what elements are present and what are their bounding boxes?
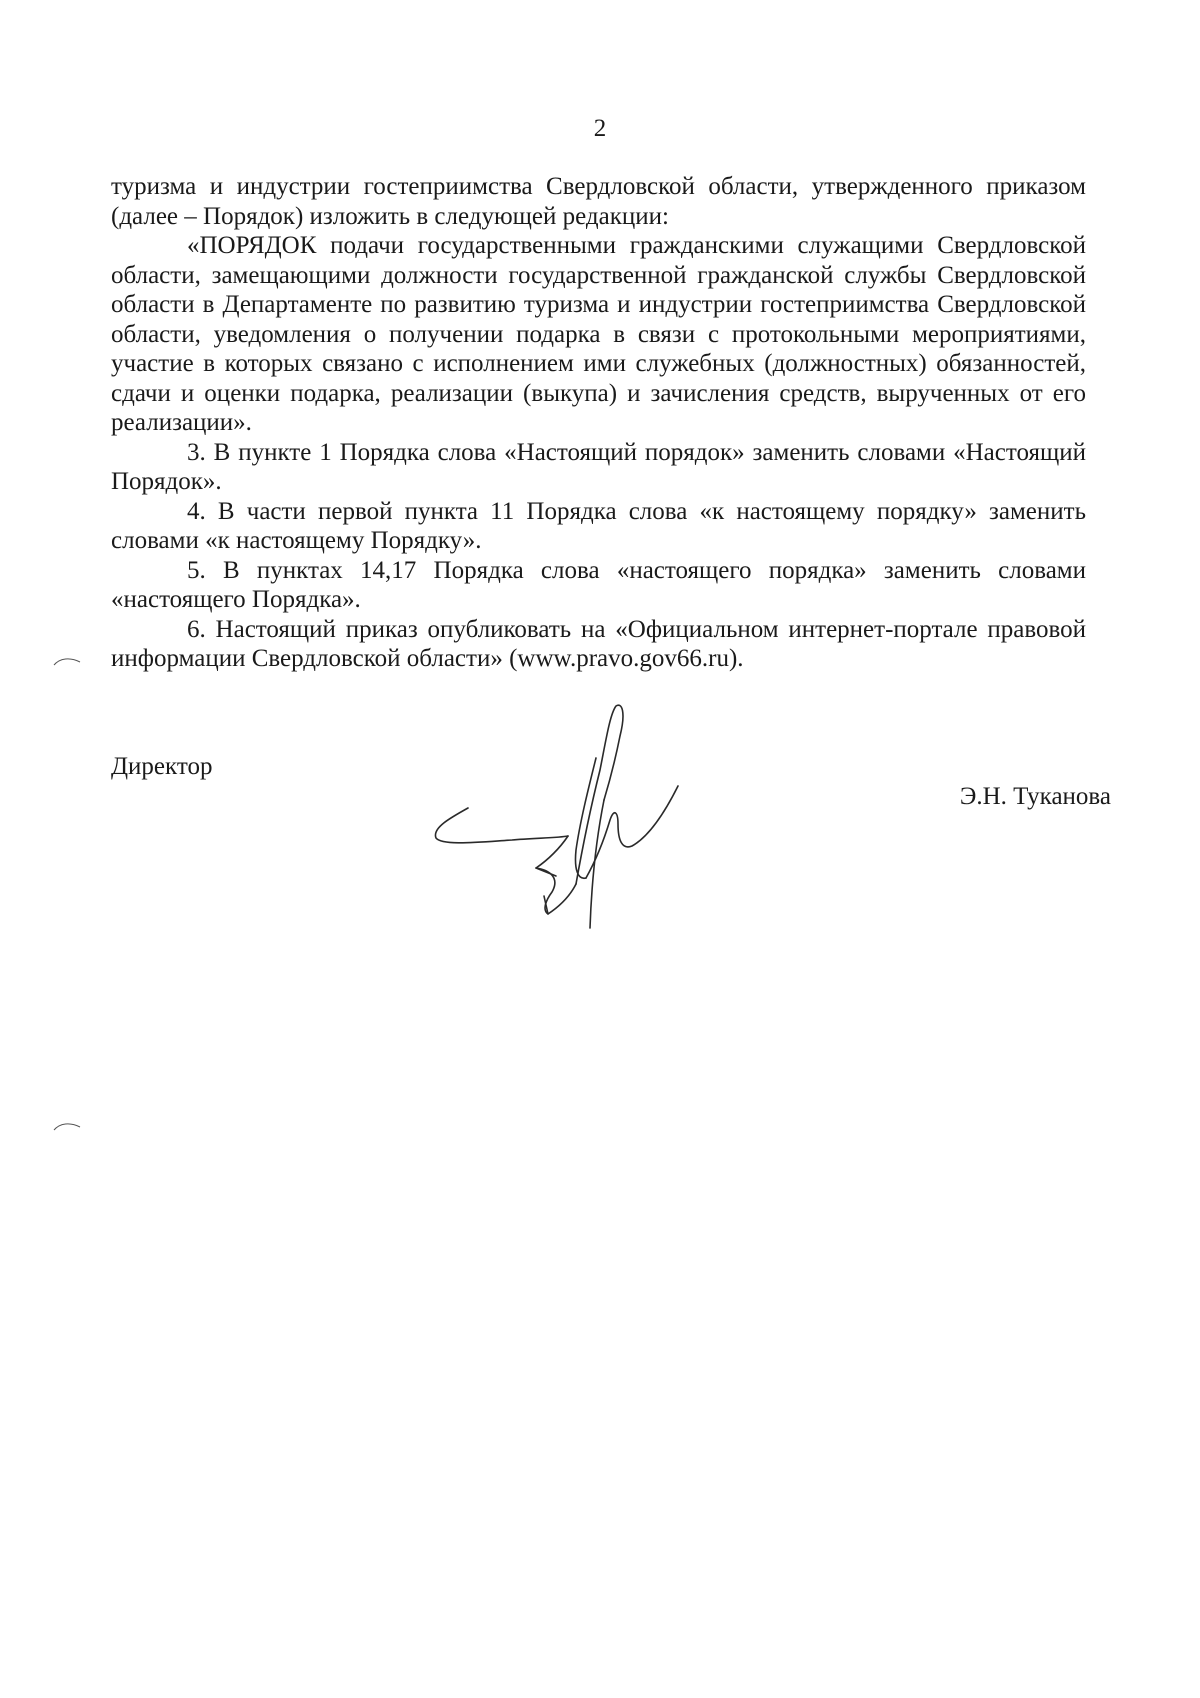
signer-name: Э.Н. Туканова bbox=[959, 783, 1111, 810]
paragraph-order-title: «ПОРЯДОК подачи государственными гражданскими служащими Свердловской области, замещающими должности государственной гражданской службы Свердловской области в Департаменте по развитию туризма и индустрии гостеприимства Свердловской области, уведомления о получении подарка в связи с протокольными мероприятиями, участие в которых связано с исполнением ими служебных (должностных) обязанностей, сдачи и оценки подарка, реализации (выкупа) и зачисления средств, вырученных от его реализации». bbox=[111, 232, 1086, 436]
scan-artifact-mark bbox=[52, 655, 82, 667]
document-body bbox=[111, 172, 1086, 674]
paragraph-item-5: 5. В пунктах 14,17 Порядка слова «настоящего порядка» заменить словами «настоящего Порядка». bbox=[111, 556, 1086, 613]
director-title: Директор bbox=[111, 753, 213, 780]
handwritten-signature bbox=[420, 700, 740, 930]
paragraph-item-3: 3. В пункте 1 Порядка слова «Настоящий порядок» заменить словами «Настоящий Порядок». bbox=[111, 438, 1086, 495]
paragraph-item-4: 4. В части первой пункта 11 Порядка слова «к настоящему порядку» заменить словами «к настоящему Порядку». bbox=[111, 497, 1086, 554]
page-number: 2 bbox=[593, 115, 607, 142]
paragraph-item-6: 6. Настоящий приказ опубликовать на «Официальном интернет-портале правовой информации Свердловской области» (www.pravo.gov66.ru). bbox=[111, 615, 1086, 672]
paragraph-continuation: туризма и индустрии гостеприимства Свердловской области, утвержденного приказом (далее – Порядок) изложить в следующей редакции: bbox=[111, 173, 1086, 230]
scan-artifact-mark bbox=[52, 1120, 82, 1132]
